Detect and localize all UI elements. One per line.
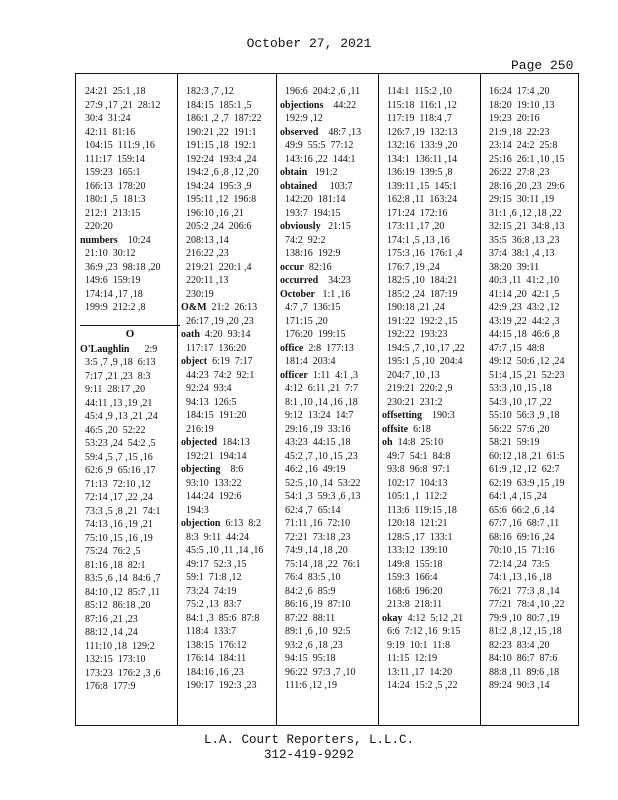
page-line-refs: 87:16 ,21 ,23 — [80, 613, 138, 625]
page-line-refs: 4:7 ,7 136:15 — [280, 302, 341, 313]
page-line-refs: 171:15 ,20 — [280, 315, 328, 327]
page-line-refs: 184:15 185:1 ,5 — [181, 99, 252, 111]
page-line-refs: 43:23 44:15 ,18 — [280, 437, 351, 448]
page-line-refs: 70:10 ,15 71:16 — [484, 545, 555, 556]
index-entry — [181, 436, 281, 450]
page-line-refs: 93:2 ,6 ,18 ,23 — [280, 639, 343, 651]
page-line-refs: 9:19 10:1 11:8 — [382, 639, 450, 651]
page-line-refs: 37:4 38:1 ,4 ,13 — [484, 248, 555, 259]
page-line-refs: 159:23 165:1 — [80, 167, 141, 178]
page-line-refs: 41:14 ,20 42:1 ,5 — [484, 288, 560, 300]
page-line-refs: 38:20 39:11 — [484, 261, 540, 273]
page-line-refs: 4:12 6:11 ,21 7:7 — [280, 383, 358, 394]
page-line-refs: 4:12 5:12 ,21 — [402, 612, 464, 624]
index-box — [75, 73, 579, 726]
index-entry — [181, 301, 281, 315]
page-line-refs: 54:1 ,3 59:3 ,6 ,13 — [280, 491, 361, 502]
page-line-refs: 204:7 ,10 ,13 — [382, 369, 440, 381]
index-column-3 — [280, 85, 380, 719]
page-line-refs: 173:23 176:2 ,3 ,6 — [80, 667, 161, 679]
page-line-refs: 45:2 ,7 ,10 ,15 ,23 — [280, 450, 358, 462]
page-line-refs: 166:13 178:20 — [80, 180, 146, 192]
page-line-refs: 84:1 ,3 85:6 87:8 — [181, 612, 260, 624]
page-line-refs: 52:5 ,10 ,14 53:22 — [280, 477, 361, 489]
section-letter: O — [80, 325, 180, 343]
page-line-refs: 196:10 ,16 ,21 — [181, 207, 244, 219]
page-line-refs: 220:20 — [80, 221, 113, 232]
index-entry — [280, 220, 380, 234]
index-entry — [280, 342, 380, 356]
page-line-refs: 6:19 7:17 — [207, 356, 253, 367]
page-line-refs: 49:17 52:3 ,15 — [181, 558, 247, 570]
page-line-refs: 159:3 166:4 — [382, 572, 438, 583]
index-entry — [80, 343, 180, 357]
page-line-refs: 14:8 25:10 — [392, 437, 444, 448]
page-line-refs: 194:2 ,6 ,8 ,12 ,20 — [181, 167, 259, 178]
page-line-refs: 117:19 118:4 ,7 — [382, 113, 452, 124]
index-entry — [181, 355, 281, 369]
page-line-refs: 194:24 195:3 ,9 — [181, 180, 252, 192]
page-line-refs: 196:6 204:2 ,6 ,11 — [280, 86, 361, 97]
page-line-refs: 117:17 136:20 — [181, 342, 247, 354]
page-line-refs: 181:4 203:4 — [280, 356, 336, 367]
page-line-refs: 144:24 192:6 — [181, 491, 242, 502]
page-line-refs: 176:20 199:15 — [280, 329, 346, 340]
page-line-refs: 72:14 ,17 ,22 ,24 — [80, 492, 153, 503]
column-divider — [177, 74, 178, 725]
page-line-refs: 192:24 193:4 ,24 — [181, 153, 257, 165]
page-line-refs: 190:21 ,22 191:1 — [181, 126, 257, 138]
page-line-refs: 103:7 — [317, 180, 353, 192]
page-line-refs: 9:11 28:17 ,20 — [80, 384, 146, 395]
page-line-refs: 213:8 218:11 — [382, 599, 443, 610]
page-line-refs: 74:2 92:2 — [280, 234, 326, 246]
page-line-refs: 53:3 ,10 ,15 ,18 — [484, 383, 552, 394]
page-line-refs: 120:18 121:21 — [382, 518, 448, 529]
page-line-refs: 45:5 ,10 ,11 ,14 ,16 — [181, 545, 264, 556]
page-line-refs: 96:22 97:3 ,7 ,10 — [280, 666, 356, 678]
index-term: objected — [181, 437, 218, 448]
index-term: O&M — [181, 302, 207, 313]
page-line-refs: 71:13 72:10 ,12 — [80, 478, 151, 490]
index-entry — [280, 180, 380, 194]
index-entry — [280, 166, 380, 180]
page-line-refs: 29:15 30:11 ,19 — [484, 194, 555, 205]
page-line-refs: 47:7 ,15 48:8 — [484, 342, 545, 354]
page-line-refs: 111:6 ,12 ,19 — [280, 680, 338, 691]
page-line-refs: 94:15 95:18 — [280, 653, 336, 664]
index-entry — [280, 261, 380, 275]
index-entry — [181, 463, 281, 477]
footer — [0, 733, 618, 763]
page-line-refs: 72:14 ,24 73:5 — [484, 558, 550, 570]
page-line-refs: 149:8 155:18 — [382, 558, 443, 570]
page-line-refs: 42:9 ,23 43:2 ,12 — [484, 302, 560, 313]
page-line-refs: 128:5 ,17 133:1 — [382, 531, 453, 543]
page-line-refs: 9:12 13:24 14:7 — [280, 410, 354, 421]
page-line-refs: 192:21 194:14 — [181, 450, 247, 462]
page-line-refs: 34:23 — [318, 275, 351, 286]
page-line-refs: 230:19 — [181, 288, 214, 300]
page-line-refs: 10:24 — [117, 234, 151, 246]
index-entry — [280, 274, 380, 288]
index-term: obtain — [280, 167, 308, 178]
page-line-refs: 2:8 177:13 — [303, 342, 354, 354]
page-line-refs: 168:6 196:20 — [382, 585, 443, 597]
page-line-refs: 82:16 — [303, 261, 332, 273]
page-line-refs: 55:10 56:3 ,9 ,18 — [484, 410, 560, 421]
page-line-refs: 89:1 ,6 ,10 92:5 — [280, 626, 351, 637]
page-line-refs: 191:15 ,18 192:1 — [181, 140, 257, 151]
reporter-name: L.A. Court Reporters, L.L.C. — [203, 733, 415, 747]
page-line-refs: 176:14 184:11 — [181, 653, 247, 664]
page-line-refs: 35:5 36:8 ,13 ,23 — [484, 234, 560, 246]
page-line-refs: 190:18 ,21 ,24 — [382, 302, 445, 313]
page-line-refs: 42:11 81:16 — [80, 126, 136, 138]
page-line-refs: 74:13 ,16 ,19 ,21 — [80, 519, 153, 530]
page-line-refs: 73:3 ,5 ,8 ,21 74:1 — [80, 505, 161, 517]
page-line-refs: 192:9 ,12 — [280, 113, 323, 124]
index-column-5 — [484, 85, 584, 719]
page-line-refs: 182:3 ,7 ,12 — [181, 86, 234, 97]
page-line-refs: 49:12 50:6 ,12 ,24 — [484, 356, 565, 367]
page-line-refs: 219:21 220:1 ,4 — [181, 261, 252, 273]
index-term: O'Laughlin — [80, 343, 130, 355]
page-line-refs: 81:16 ,18 82:1 — [80, 559, 146, 571]
page-line-refs: 25:16 26:1 ,10 ,15 — [484, 153, 565, 165]
page-line-refs: 176:8 177:9 — [80, 681, 136, 692]
page-line-refs: 36:9 ,23 98:18 ,20 — [80, 261, 161, 273]
page-line-refs: 19:23 20:16 — [484, 113, 540, 124]
index-term: numbers — [80, 234, 118, 246]
page-line-refs: 64:1 ,4 ,15 ,24 — [484, 491, 547, 502]
page-line-refs: 73:24 74:19 — [181, 585, 237, 597]
page-line-refs: 174:1 ,5 ,13 ,16 — [382, 234, 450, 246]
index-entry — [382, 436, 482, 450]
column-divider — [276, 74, 277, 725]
page-line-refs: 182:5 ,10 184:21 — [382, 275, 458, 286]
page-line-refs: 186:1 ,2 ,7 187:22 — [181, 113, 262, 124]
page-line-refs: 53:23 ,24 54:2 ,5 — [80, 438, 156, 449]
page-line-refs: 6:6 7:12 ,16 9:15 — [382, 626, 461, 637]
page-line-refs: 138:16 192:9 — [280, 248, 341, 259]
reporter-phone: 312-419-9292 — [263, 748, 354, 762]
page-line-refs: 191:22 192:2 ,15 — [382, 315, 458, 327]
index-term: obviously — [280, 221, 321, 232]
index-entry — [280, 99, 380, 113]
page-line-refs: 43:19 ,22 44:2 ,3 — [484, 315, 560, 327]
page-line-refs: 76:21 77:3 ,8 ,14 — [484, 585, 560, 597]
page-line-refs: 28:16 ,20 ,23 29:6 — [484, 180, 565, 192]
page-line-refs: 194:5 ,7 ,10 ,17 ,22 — [382, 342, 465, 354]
page-line-refs: 104:15 111:9 ,16 — [80, 140, 155, 151]
page-line-refs: 184:13 — [217, 437, 250, 448]
page-line-refs: 208:13 ,14 — [181, 234, 229, 246]
page-line-refs: 185:2 ,24 187:19 — [382, 288, 458, 300]
page-line-refs: 115:18 116:1 ,12 — [382, 99, 457, 111]
page-line-refs: 194:3 — [181, 504, 209, 516]
page-line-refs: 21:15 — [320, 221, 351, 232]
page-line-refs: 46:2 ,16 49:19 — [280, 464, 346, 475]
page-line-refs: 87:22 88:11 — [280, 612, 336, 624]
page-line-refs: 76:4 83:5 ,10 — [280, 572, 341, 583]
page-line-refs: 88:12 ,14 ,24 — [80, 627, 138, 638]
page-line-refs: 14:24 15:2 ,5 ,22 — [382, 680, 458, 691]
page-line-refs: 67:7 ,16 68:7 ,11 — [484, 518, 560, 529]
page-line-refs: 79:9 ,10 80:7 ,19 — [484, 612, 560, 624]
page-line-refs: 8:3 9:11 44:24 — [181, 531, 249, 543]
index-term: observed — [280, 126, 319, 138]
page-line-refs: 162:8 ,11 163:24 — [382, 194, 458, 205]
page-line-refs: 132:16 133:9 ,20 — [382, 140, 458, 151]
page-line-refs: 21:10 30:12 — [80, 248, 136, 259]
page-line-refs: 49:7 54:1 84:8 — [382, 450, 451, 462]
page-line-refs: 173:11 ,17 ,20 — [382, 221, 445, 232]
page-line-refs: 4:20 93:14 — [199, 329, 251, 340]
index-term: oh — [382, 437, 393, 448]
index-term: officer — [280, 369, 308, 381]
page-line-refs: 142:20 181:14 — [280, 194, 346, 205]
page-line-refs: 21:9 ,18 22:23 — [484, 126, 550, 138]
page-line-refs: 72:21 73:18 ,23 — [280, 531, 351, 543]
page-line-refs: 8:1 ,10 ,14 ,16 ,18 — [280, 396, 358, 408]
index-entry — [382, 612, 482, 626]
page-line-refs: 65:6 66:2 ,6 ,14 — [484, 504, 555, 516]
page-line-refs: 94:13 126:5 — [181, 396, 237, 408]
page-line-refs: 136:19 139:5 ,8 — [382, 167, 453, 178]
page-line-refs: 44:23 74:2 92:1 — [181, 369, 255, 381]
page-line-refs: 195:1 ,5 ,10 204:4 — [382, 356, 463, 367]
index-column-4 — [382, 85, 482, 719]
index-entry — [280, 288, 380, 302]
page-line-refs: 60:12 ,18 ,21 61:5 — [484, 450, 565, 462]
spacer — [80, 315, 180, 325]
index-term: objection — [181, 518, 221, 529]
index-term: object — [181, 356, 208, 367]
page-line-refs: 75:14 ,18 ,22 76:1 — [280, 558, 361, 570]
page-line-refs: 16:24 17:4 ,20 — [484, 86, 550, 97]
page-line-refs: 44:22 — [323, 99, 357, 111]
page-line-refs: 30:4 31:24 — [80, 113, 131, 124]
page-line-refs: 83:5 ,6 ,14 84:6 ,7 — [80, 573, 161, 584]
column-divider — [378, 74, 379, 725]
index-term: occur — [280, 261, 304, 273]
page-line-refs: 113:6 119:15 ,18 — [382, 504, 457, 516]
page-line-refs: 86:16 ,19 87:10 — [280, 599, 351, 610]
page-line-refs: 138:15 176:12 — [181, 639, 247, 651]
page-line-refs: 68:16 69:16 ,24 — [484, 531, 555, 543]
page-line-refs: 31:1 ,6 ,12 ,18 ,22 — [484, 207, 562, 219]
page-line-refs: 180:1 ,5 181:3 — [80, 194, 146, 205]
page-line-refs: 93:8 96:8 97:1 — [382, 464, 451, 475]
page-line-refs: 89:24 90:3 ,14 — [484, 680, 550, 691]
index-entry — [280, 126, 380, 140]
page-line-refs: 190:17 192:3 ,23 — [181, 680, 257, 691]
page-line-refs: 199:9 212:2 ,8 — [80, 302, 146, 313]
page-line-refs: 3:5 ,7 ,9 ,18 6:13 — [80, 357, 156, 368]
index-entry — [382, 423, 482, 437]
page-line-refs: 59:1 71:8 ,12 — [181, 572, 242, 583]
index-term: okay — [382, 612, 403, 624]
page-line-refs: 85:12 86:18 ,20 — [80, 600, 151, 611]
page-line-refs: 6:13 8:2 — [220, 518, 262, 529]
index-entry — [280, 369, 380, 383]
page-line-refs: 71:11 ,16 72:10 — [280, 518, 351, 529]
page-line-refs: 184:16 ,16 ,23 — [181, 666, 244, 678]
index-term: objecting — [181, 464, 221, 475]
page-line-refs: 149:6 159:19 — [80, 275, 141, 286]
page-line-refs: 195:11 ,12 196:8 — [181, 194, 257, 205]
page-line-refs: 27:9 ,17 ,21 28:12 — [80, 99, 161, 111]
index-entry — [80, 234, 180, 248]
index-column-2 — [181, 85, 281, 719]
column-divider — [480, 74, 481, 725]
index-column-1 — [80, 85, 180, 719]
page-line-refs: 77:21 78:4 ,10 ,22 — [484, 599, 565, 610]
page-line-refs: 74:1 ,13 ,16 ,18 — [484, 572, 552, 583]
index-term: offsite — [382, 423, 409, 435]
page-line-refs: 190:3 — [422, 410, 455, 421]
page-line-refs: 102:17 104:13 — [382, 477, 448, 489]
page-line-refs: 75:24 76:2 ,5 — [80, 546, 141, 557]
index-term: office — [280, 342, 304, 354]
page-line-refs: 40:3 ,11 41:2 ,10 — [484, 275, 560, 286]
page-line-refs: 21:2 26:13 — [206, 302, 258, 313]
page-line-refs: 32:15 ,21 34:8 ,13 — [484, 221, 565, 232]
page-line-refs: 81:2 ,8 ,12 ,15 ,18 — [484, 626, 562, 637]
page-line-refs: 45:4 ,9 ,13 ,21 ,24 — [80, 411, 158, 422]
page-line-refs: 134:1 136:11 ,14 — [382, 153, 458, 165]
page-line-refs: 230:21 231:2 — [382, 396, 443, 408]
page-number: Page 250 — [511, 58, 574, 73]
page-line-refs: 1:11 4:1 ,3 — [307, 369, 358, 381]
page-line-refs: 61:9 ,12 ,12 62:7 — [484, 464, 560, 475]
page-line-refs: 8:6 — [220, 464, 244, 475]
page-line-refs: 29:16 ,19 33:16 — [280, 423, 351, 435]
page-line-refs: 139:11 ,15 145:1 — [382, 180, 458, 192]
page-line-refs: 93:10 133:22 — [181, 477, 242, 489]
page-line-refs: 7:17 ,21 ,23 8:3 — [80, 370, 151, 382]
page-line-refs: 126:7 ,19 132:13 — [382, 126, 458, 138]
page-line-refs: 44:15 ,18 46:6 ,8 — [484, 329, 560, 340]
page-line-refs: 216:22 ,23 — [181, 248, 229, 259]
page-line-refs: 191:2 — [307, 167, 338, 178]
page-line-refs: 133:12 139:10 — [382, 545, 448, 556]
page-line-refs: 88:8 ,11 89:6 ,18 — [484, 666, 560, 678]
page-line-refs: 51:4 ,15 ,21 52:23 — [484, 369, 565, 381]
index-term: occurred — [280, 275, 319, 286]
page-line-refs: 111:10 ,18 129:2 — [80, 640, 155, 652]
transcript-date: October 27, 2021 — [246, 36, 372, 51]
page-line-refs: 58:21 59:19 — [484, 437, 540, 448]
page-line-refs: 75:2 ,13 83:7 — [181, 599, 242, 610]
index-entry — [181, 517, 281, 531]
index-term: obtained — [280, 180, 318, 192]
page-line-refs: 48:7 ,13 — [318, 126, 362, 138]
page-line-refs: 56:22 57:6 ,20 — [484, 423, 550, 435]
page-line-refs: 11:15 12:19 — [382, 653, 438, 664]
index-term: October — [280, 288, 315, 300]
page-line-refs: 143:16 ,22 144:1 — [280, 153, 356, 165]
index-term: oath — [181, 329, 200, 340]
page-line-refs: 26:17 ,19 ,20 ,23 — [181, 315, 254, 327]
index-term: objections — [280, 99, 324, 111]
page-line-refs: 171:24 172:16 — [382, 207, 448, 219]
page-line-refs: 62:4 ,7 65:14 — [280, 504, 341, 516]
page-line-refs: 212:1 213:15 — [80, 207, 141, 219]
page-line-refs: 216:19 — [181, 423, 214, 435]
page-line-refs: 175:3 ,16 176:1 ,4 — [382, 248, 463, 259]
page-line-refs: 1:1 ,16 — [315, 288, 351, 300]
index-term: offsetting — [382, 410, 422, 421]
page-line-refs: 26:22 27:8 ,23 — [484, 167, 550, 178]
page-line-refs: 174:14 ,17 ,18 — [80, 288, 143, 300]
page-line-refs: 82:23 83:4 ,20 — [484, 639, 550, 651]
page-line-refs: 6:18 — [408, 423, 431, 435]
index-entry — [382, 409, 482, 423]
page-line-refs: 176:7 ,19 ,24 — [382, 261, 440, 273]
page-line-refs: 205:2 ,24 206:6 — [181, 221, 252, 232]
page-line-refs: 111:17 159:14 — [80, 153, 145, 165]
page-line-refs: 13:11 ,17 14:20 — [382, 666, 453, 678]
page-line-refs: 2:9 — [129, 343, 158, 355]
page-line-refs: 220:11 ,13 — [181, 275, 229, 286]
page-line-refs: 46:5 ,20 52:22 — [80, 424, 146, 436]
page-line-refs: 75:10 ,15 ,16 ,19 — [80, 532, 153, 544]
page-line-refs: 59:4 ,5 ,7 ,15 ,16 — [80, 451, 153, 463]
page-line-refs: 62:6 ,9 65:16 ,17 — [80, 465, 156, 476]
page-line-refs: 92:24 93:4 — [181, 383, 232, 394]
page-line-refs: 192:22 193:23 — [382, 329, 448, 340]
page-line-refs: 84:2 ,6 85:9 — [280, 585, 336, 597]
page-line-refs: 193:7 194:15 — [280, 207, 341, 219]
page-line-refs: 23:14 24:2 25:8 — [484, 140, 558, 151]
page-line-refs: 18:20 19:10 ,13 — [484, 99, 555, 111]
page-line-refs: 24:21 25:1 ,18 — [80, 86, 146, 97]
page-line-refs: 114:1 115:2 ,10 — [382, 86, 452, 97]
page-line-refs: 84:10 ,12 85:7 ,11 — [80, 586, 161, 598]
index-entry — [181, 328, 281, 342]
page-line-refs: 105:1 ,1 112:2 — [382, 491, 448, 502]
page-line-refs: 132:15 173:10 — [80, 654, 146, 665]
page-line-refs: 62:19 63:9 ,15 ,19 — [484, 477, 565, 489]
page-line-refs: 118:4 133:7 — [181, 626, 237, 637]
page-line-refs: 54:3 ,10 ,17 ,22 — [484, 396, 552, 408]
page-line-refs: 184:15 191:20 — [181, 410, 247, 421]
page-line-refs: 219:21 220:2 ,9 — [382, 383, 453, 394]
page-line-refs: 44:11 ,13 ,19 ,21 — [80, 397, 153, 409]
page-line-refs: 84:10 86:7 87:6 — [484, 653, 558, 664]
page-line-refs: 49:9 55:5 77:12 — [280, 140, 354, 151]
page-line-refs: 74:9 ,14 ,18 ,20 — [280, 545, 348, 556]
